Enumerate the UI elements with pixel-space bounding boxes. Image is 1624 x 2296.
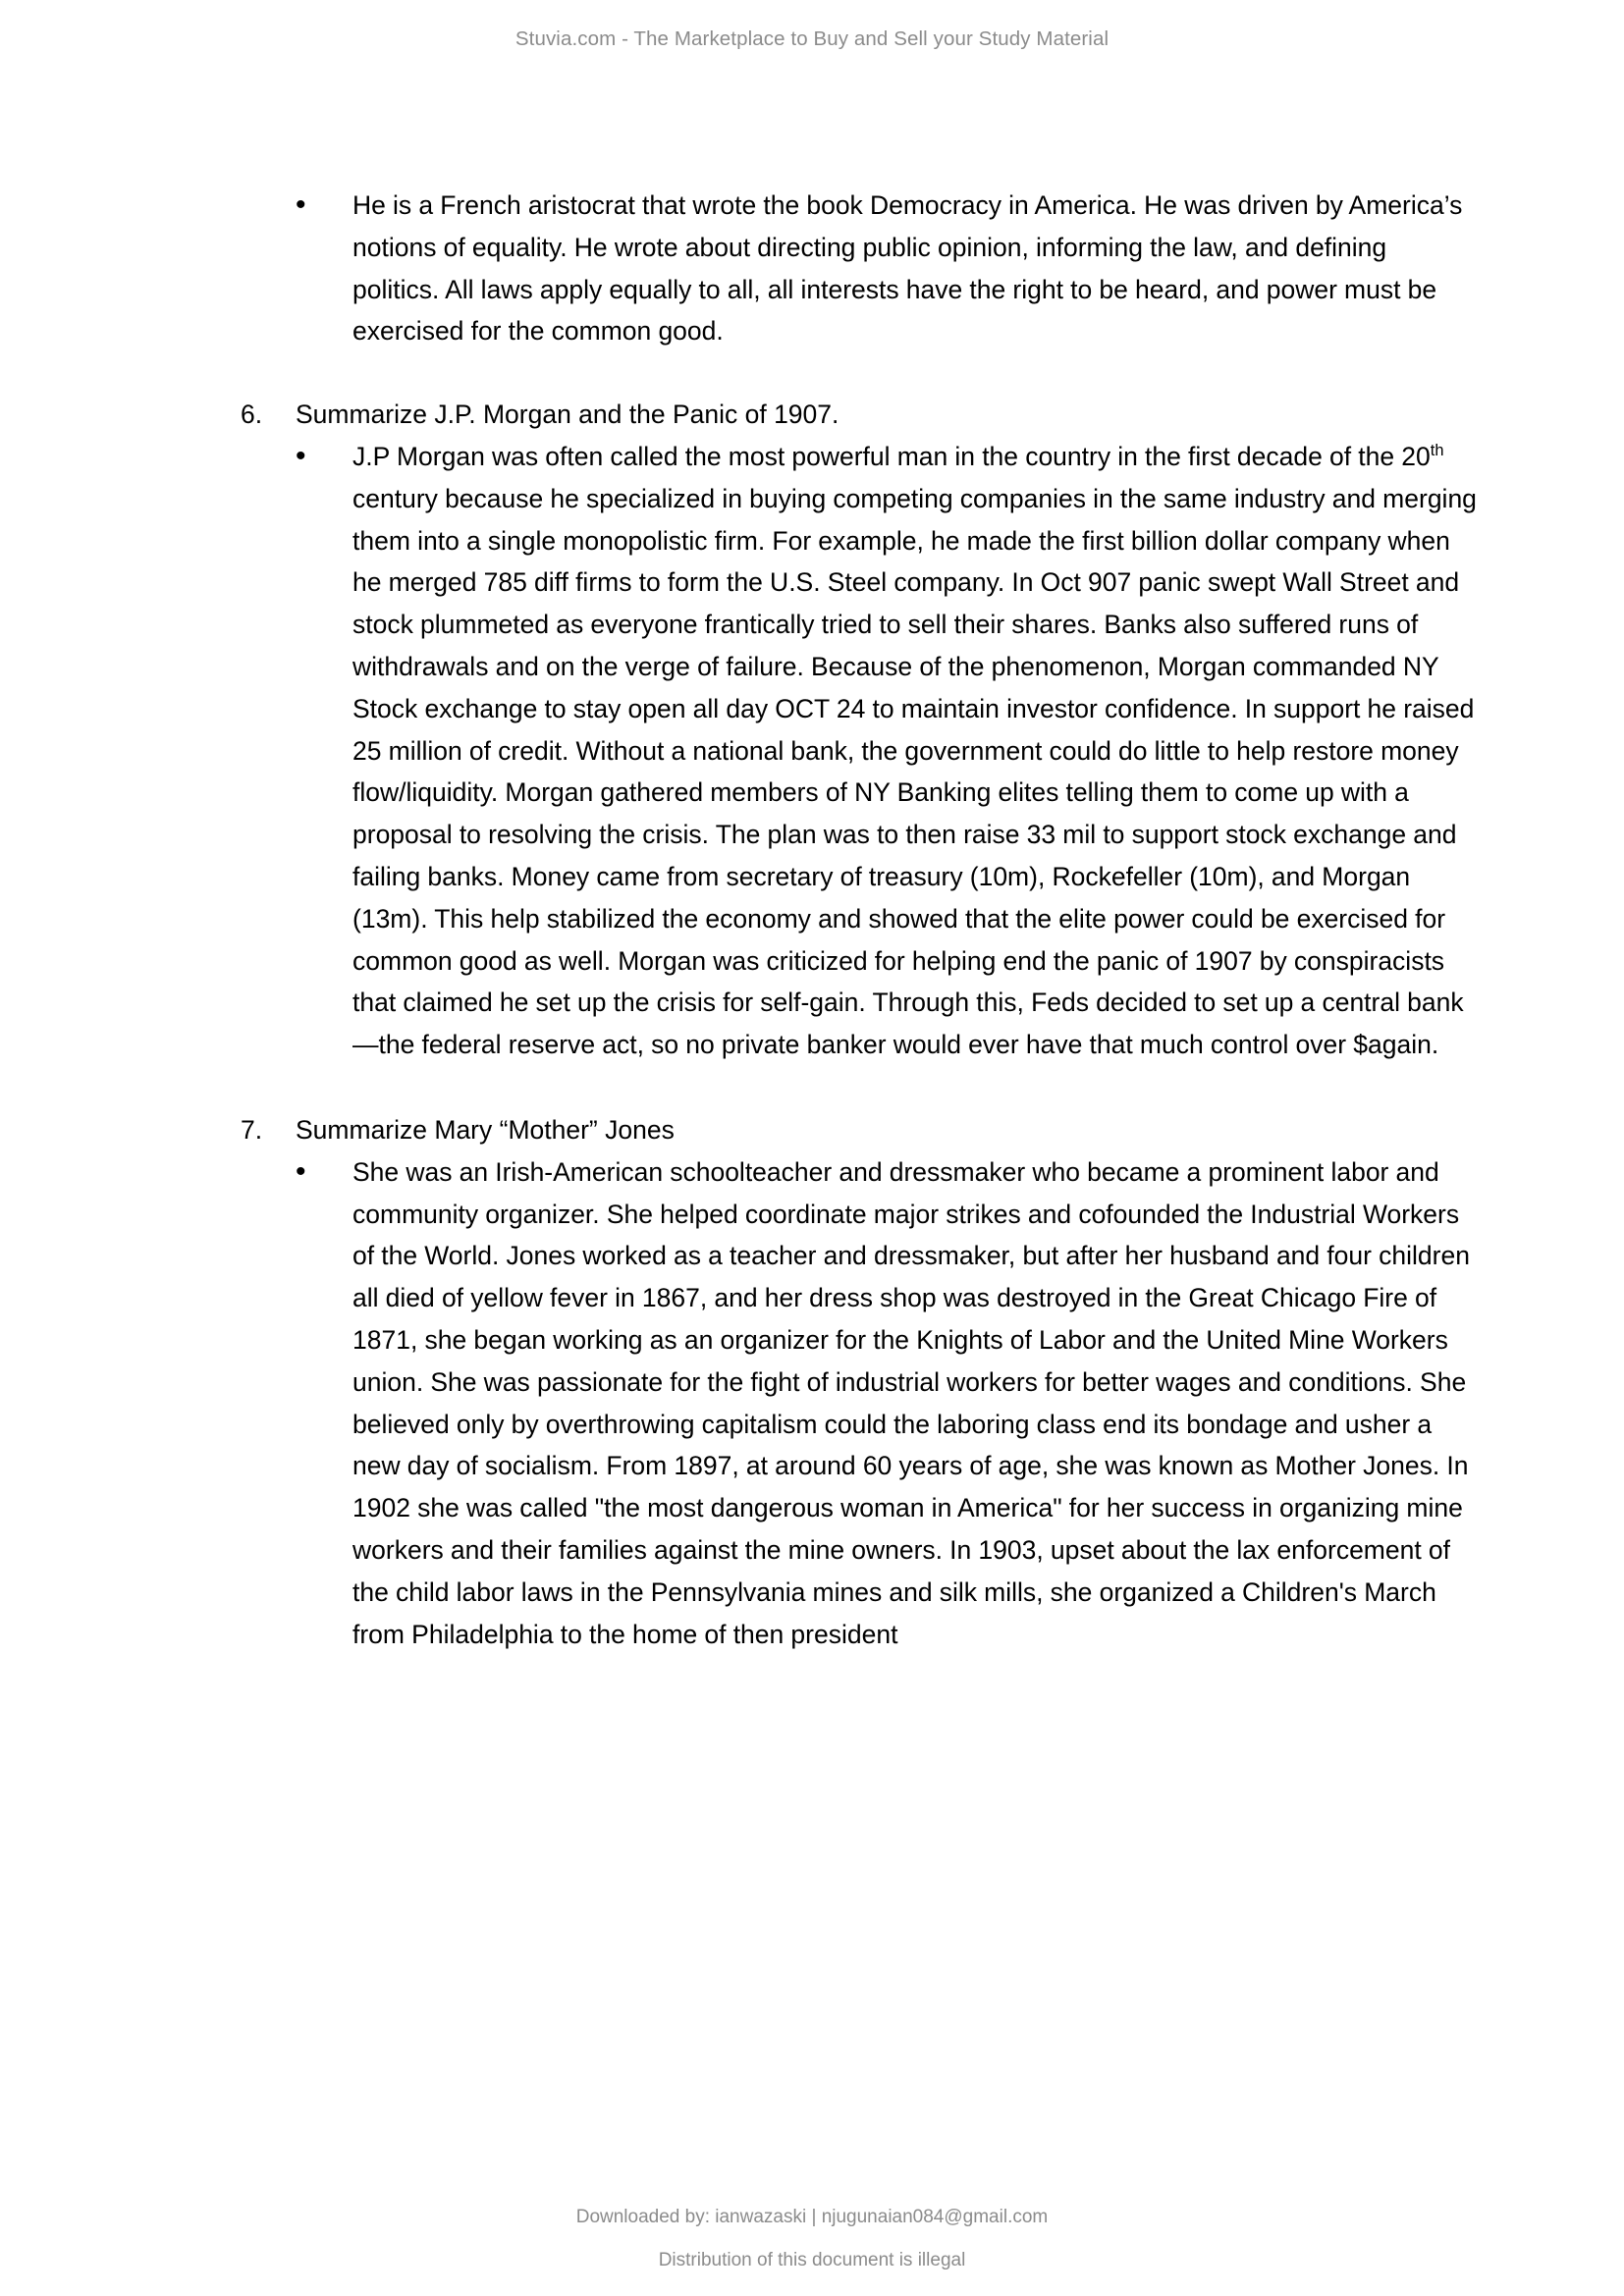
footer-downloaded-by: Downloaded by: ianwazaski | njugunaian084@gmail.com — [575, 2207, 1049, 2227]
list-item-text: She was an Irish-American schoolteacher and dressmaker who became a prominent labor and community organizer. She helped coordinate major strikes and cofounded the Industrial Workers of the World. Jones worked as a teacher and dressmaker, but after her husband and four children all died of yellow fever in 1867, and her dress shop was destroyed in the Great Chicago Fire of 1871, she began working as an organizer for the Knights of Labor and the United Mine Workers union. She was passionate for the fight of industrial workers for better wages and conditions. She believed only by overthrowing capitalism could the laboring class end its bondage and usher a new day of socialism. From 1897, at around 60 years of age, she was known as Mother Jones. In 1902 she was called "the most dangerous woman in America" for her success in organizing mine workers and their families against the mine owners. In 1903, upset about the lax enforcement of the child labor laws in the Pennsylvania mines and silk mills, she organized a Children's March from Philadelphia to the home of then president — [352, 1156, 1470, 1649]
footer-distribution-notice: Distribution of this document is illegal — [658, 2250, 966, 2270]
numbered-item-6 — [241, 394, 1478, 436]
bullet-marker-icon: • — [296, 188, 306, 221]
paragraph-spacer — [241, 352, 1478, 394]
ordinal-superscript: th — [1430, 442, 1444, 460]
list-item — [296, 1151, 1478, 1656]
list-number-marker: 6. — [241, 400, 263, 430]
numbered-item-7 — [241, 1109, 1478, 1151]
paragraph-spacer — [241, 1066, 1478, 1109]
list-item — [296, 185, 1478, 352]
list-item-text-part1: J.P Morgan was often called the most powerful man in the country in the first decade of the 20 — [352, 441, 1431, 471]
numbered-item-text: Summarize J.P. Morgan and the Panic of 1907. — [296, 400, 839, 430]
bullet-marker-icon: • — [296, 439, 306, 472]
stuvia-watermark-header: Stuvia.com - The Marketplace to Buy and Sell your Study Material — [514, 27, 1110, 50]
list-item — [296, 436, 1478, 1066]
list-item-text: He is a French aristocrat that wrote the book Democracy in America. He was driven by America’s notions of equality. He wrote about directing public opinion, informing the law, and defining politics. All laws apply equally to all, all interests have the right to be heard, and power must be exercised for the common good. — [352, 190, 1463, 347]
list-number-marker: 7. — [241, 1114, 263, 1145]
numbered-item-text: Summarize Mary “Mother” Jones — [296, 1114, 675, 1145]
list-item-text-part2: century because he specialized in buying competing companies in the same industry and merging them into a single monopolistic firm. For example, he made the first billion dollar company when he merged 785 diff firms to form the U.S. Steel company. In Oct 907 panic swept Wall Street and stock plummeted as everyone frantically tried to sell their shares. Banks also suffered runs of withdrawals and on the verge of failure. Because of the phenomenon, Morgan commanded NY Stock exchange to stay open all day OCT 24 to maintain investor confidence. In support he raised 25 million of credit. Without a national bank, the government could do little to help restore money flow/liquidity. Morgan gathered members of NY Banking elites telling them to come up with a proposal to resolving the crisis. The plan was to then raise 33 mil to support stock exchange and failing banks. Money came from secretary of treasury (10m), Rockefeller (10m), and Morgan (13m). This help stabilized the economy and showed that the elite power could be exercised for common good as well. Morgan was criticized for helping end the panic of 1907 by conspiracists that claimed he set up the crisis for self-gain. Through this, Feds decided to set up a central bank—the federal reserve act, so no private banker would ever have that much control over $again. — [352, 483, 1477, 1060]
bullet-marker-icon: • — [296, 1154, 306, 1188]
document-content — [241, 185, 1478, 1655]
list-item-text — [352, 436, 1478, 1066]
